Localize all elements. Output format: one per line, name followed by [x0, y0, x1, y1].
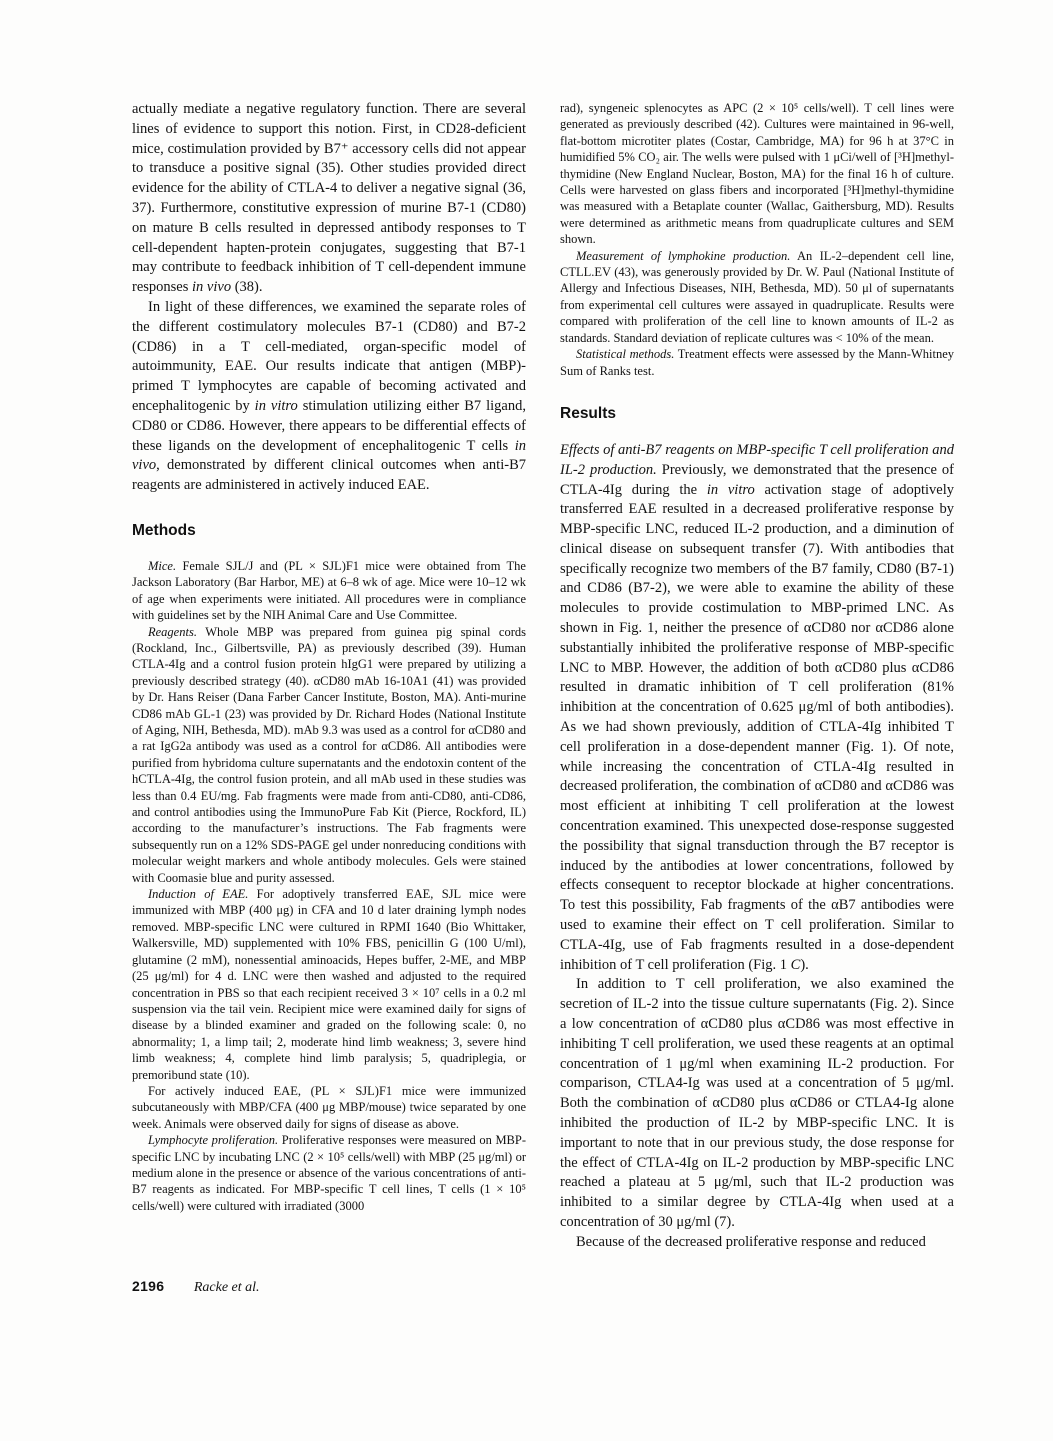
page-number: 2196 [132, 1278, 165, 1294]
left-column [132, 100, 526, 1253]
text-run: (38). [231, 279, 263, 296]
paragraph [560, 346, 954, 379]
italic-text-run: Measurement of lymphokine production. [576, 248, 791, 263]
paragraph [132, 100, 526, 298]
paragraph [132, 1083, 526, 1132]
italic-text-run: Mice. [148, 558, 177, 573]
paragraph [132, 298, 526, 496]
text-run: For adoptively transferred EAE, SJL mice were immunized with MBP (400 μg) in CFA and 10 d later draining lymph nodes removed. MBP-specific LNC were cultured in RPMI 1640 (Bio Whittaker, Walkersville, MD) supplemented with 10% FBS, penicillin G (100 U/ml), glutamine (2 mM), nonessential aminoacids, Hepes buffer, 2-ME, and MBP (25 μg/ml) for 4 d. LNC were then washed and adjusted to the required concentration in PBS so that each recipient received 3 × 10⁷ cells in a 0.2 ml suspension via the tail vein. Recipient mice were examined daily for signs of disease by a blinded examiner and graded on the following scale: 0, no abnormality; 1, a limp tail; 2, moderate hind limb weakness; 3, severe hind limb weakness; 4, complete hind limb paralysis; 5, quadriplegia, or premoribund state (10). [132, 887, 526, 1082]
text-run: Treatment effects were assessed by the Mann-Whitney Sum of Ranks test. [560, 347, 954, 378]
paragraph [560, 248, 954, 346]
italic-text-run: Induction of EAE. [148, 887, 249, 902]
italic-text-run: Lymphocyte proliferation. [148, 1133, 279, 1148]
paragraph [132, 1132, 526, 1214]
paragraph [560, 975, 954, 1232]
methods-continued-section [560, 100, 954, 379]
italic-text-run: in vitro [706, 481, 755, 498]
methods-section [132, 558, 526, 1214]
italic-text-run: Effects of anti-B7 reagents on MBP-specific T cell proliferation and IL-2 production. [560, 441, 954, 478]
italic-text-run: C [790, 956, 801, 973]
methods-heading: Methods [132, 521, 196, 539]
text-run: rad), syngeneic splenocytes as APC (2 × 10⁵ cells/well). T cell lines were generated as previously described (42). Cultures were maintained in 96-well, flat-bottom microtiter plates (Costar, Cambridge, MA) for 96 h at 37°C in humidified 5% CO₂ air. The wells were pulsed with 1 μCi/well of [³H]methyl-thymidine (New England Nuclear, Boston, MA) for the final 16 h of culture. Cells were harvested on glass fibers and incorporated [³H]methyl-thymidine was measured with a Betaplate counter (Wallac, Gaithersburg, MD). Results were determined as arithmetic means from quadruplicate cultures and SEM shown. [560, 101, 954, 247]
text-run: In addition to T cell proliferation, we also examined the secretion of IL-2 into the tissue culture supernatants (Fig. 2). Since a low concentration of αCD80 plus αCD86 was most effective in inhibiting T cell proliferation, we used these reagents at an optimal concentration of 1 μg/ml when examining IL-2 production. For comparison, CTLA4-Ig was used at a concentration of 5 μg/ml. Both the combination of αCD80 plus αCD86 or CTLA4-Ig alone inhibited the production of IL-2 by MBP-specific LNC. It is important to note that in our previous study, the dose response for the effect of CTLA-4Ig on IL-2 production by MBP-specific LNC reached a plateau at 5 μg/ml, such that IL-2 production was inhibited to a similar degree by CTLA-4Ig when used at a concentration of 30 μg/ml (7). [560, 976, 954, 1230]
paragraph [560, 441, 954, 976]
text-run: Female SJL/J and (PL × SJL)F1 mice were obtained from The Jackson Laboratory (Bar Harbor, ME) at 6–8 wk of age. Mice were 10–12 wk of age when experiments were initiated. All procedures were in compliance with guidelines set by the NIH Animal Care and Use Committee. [132, 558, 526, 623]
text-run: , demonstrated by different clinical outcomes when anti-B7 reagents are administered in actively induced EAE. [132, 457, 526, 494]
running-authors: Racke et al. [193, 1280, 260, 1295]
text-run: In light of these differences, we examined the separate roles of the different costimulatory molecules B7-1 (CD80) and B7-2 (CD86) in a T cell-mediated, organ-specific model of autoimmunity, EAE. Our results indicate that antigen (MBP)-primed T lymphocytes are capable of becoming activated and encephalitogenic by [132, 298, 526, 414]
italic-text-run: in vitro [254, 397, 298, 414]
text-run: ). [800, 956, 809, 973]
right-column [560, 100, 954, 1253]
text-run: Whole MBP was prepared from guinea pig spinal cords (Rockland, Inc., Gilbertsville, PA) as previously described (39). Human CTLA-4Ig and a control fusion protein hIgG1 were prepared by utilizing a previously described strategy (40). αCD80 mAb 16-10A1 (41) was provided by Dr. Hans Reiser (Dana Farber Cancer Institute, Boston, MA). Anti-murine CD86 mAb GL-1 (23) was provided by Dr. Richard Hodes (National Institute of Aging, NIH, Bethesda, MD). mAb 9.3 was used as a control for αCD80 and a rat IgG2a antibody was used as a control for αCD86. All antibodies were purified from hybridoma culture supernatants and the endotoxin content of the hCTLA-4Ig, the control fusion protein, and all mAb used in these studies was less than 0.4 EU/mg. Fab fragments were made from anti-CD80, anti-CD86, and control antibodies using the ImmunoPure Fab Kit (Pierce, Rockford, IL) according to the manufacturer’s instructions. The Fab fragments were subsequently run on a 12% SDS-PAGE gel under nonreducing conditions with molecular weight markers and whole antibody molecules. Gels were stained with Coomasie blue and purity assessed. [132, 624, 526, 885]
italic-text-run: in vivo [132, 437, 526, 474]
results-section [560, 441, 954, 1253]
text-run: activation stage of adoptively transferred EAE resulted in a decreased proliferative response by MBP-specific LNC, reduced IL-2 production, and a diminution of clinical disease on subsequent transfer (7). With antibodies that specifically recognize two members of the B7 family, CD80 (B7-1) and CD86 (B7-2), we were able to examine the ability of these molecules to provide costimulation to MBP-primed LNC. As shown in Fig. 1, neither the presence of αCD80 nor αCD86 alone substantially inhibited the proliferative response of MBP-specific LNC to MBP. However, the addition of both αCD80 plus αCD86 resulted in dramatic inhibition of T cell proliferation (81% inhibition at the concentration of 0.625 μg/ml of both antibodies). As we had shown previously, addition of CTLA-4Ig inhibited T cell proliferation in a dose-dependent manner (Fig. 1). Of note, while increasing the concentration of CTLA-4Ig resulted in decreased proliferation, the combination of αCD80 and αCD86 was most efficient at inhibiting T cell proliferation at the lowest concentration examined. This unexpected dose-response suggested the possibility that signal transduction through the B7 receptor is induced by the antibodies at lower concentrations, followed by effects consequent to receptor blockade at higher concentrations. To test this possibility, Fab fragments of the αB7 antibodies were used to examine their effect on T cell proliferation. Similar to CTLA-4Ig, use of Fab fragments resulted in a dose-dependent inhibition of T cell proliferation (Fig. 1 [560, 481, 954, 973]
paragraph [132, 886, 526, 1083]
text-run: Previously, we demonstrated that the presence of CTLA-4Ig during the [560, 461, 954, 498]
text-run: For actively induced EAE, (PL × SJL)F1 mice were immunized subcutaneously with MBP/CFA (400 μg MBP/mouse) twice separated by one week. Animals were observed daily for signs of disease as above. [132, 1083, 526, 1131]
italic-text-run: Statistical methods. [576, 347, 675, 362]
intro-section [132, 100, 526, 496]
text-run: actually mediate a negative regulatory function. There are several lines of evidence to support this notion. First, in CD28-deficient mice, costimulation provided by B7⁺ accessory cells did not appear to transduce a positive signal (35). Other studies provided direct evidence for the ability of CTLA-4 to deliver a negative signal (36, 37). Furthermore, constitutive expression of murine B7-1 (CD80) on mature B cells resulted in depressed antibody responses to T cell-dependent hapten-protein conjugates, suggesting that B7-1 may contribute to feedback inhibition of T cell-dependent immune responses [132, 101, 526, 296]
text-run: stimulation utilizing either B7 ligand, CD80 or CD86. However, there appears to be differential effects of these ligands on the development of encephalitogenic T cells [132, 397, 526, 454]
italic-text-run: in vivo [192, 279, 232, 296]
text-run: Because of the decreased proliferative response and reduced [576, 1233, 926, 1250]
page-footer [132, 1278, 260, 1296]
italic-text-run: Reagents. [148, 624, 197, 639]
text-run: An IL-2–dependent cell line, CTLL.EV (43), was generously provided by Dr. W. Paul (National Institute of Allergy and Infectious Diseases, NIH, Bethesda, MD). 50 μl of supernatants from experimental cell cultures were assayed in quadruplicate. Results were compared with proliferation of the cell line to known amounts of IL-2 as standards. Standard deviation of replicate cultures was < 10% of the mean. [560, 248, 954, 345]
paragraph [132, 558, 526, 624]
page-content [132, 100, 954, 1253]
paragraph [132, 624, 526, 887]
paragraph [560, 100, 954, 248]
paragraph [560, 1233, 954, 1253]
results-heading: Results [560, 404, 616, 422]
text-run: Proliferative responses were measured on MBP-specific LNC by incubating LNC (2 × 10⁵ cells/well) with MBP (25 μg/ml) or medium alone in the presence or absence of the various concentrations of anti-B7 reagents as indicated. For MBP-specific T cell lines, T cells (1 × 10⁵ cells/well) were cultured with irradiated (3000 [132, 1133, 527, 1213]
